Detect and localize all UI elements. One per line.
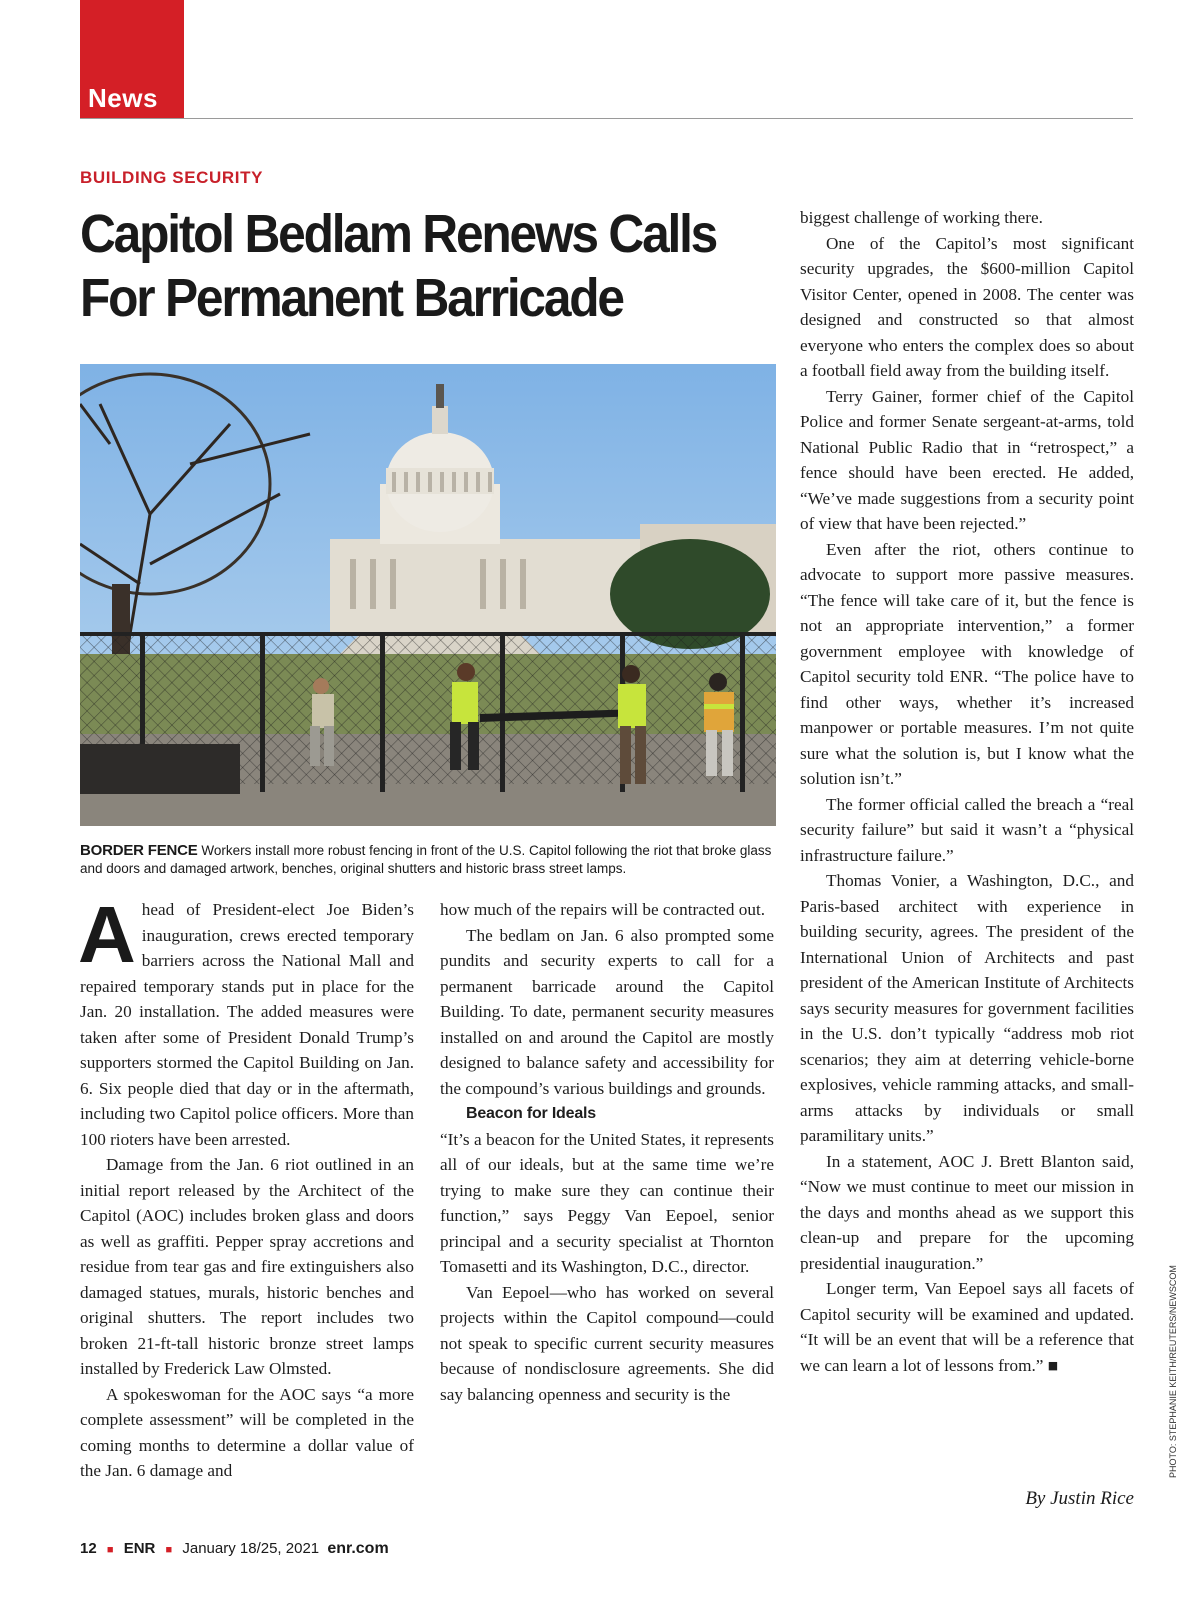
paragraph: Terry Gainer, former chief of the Capitol Police and former Senate sergeant-at-arms, told National Public Radio that in “retrospect,” a fence should have been erected. He added, “We’ve made suggestions from a security point of view that have been rejected.” [800,386,1134,533]
article-column-2 [440,897,774,1407]
caption-label: BORDER FENCE [80,842,198,859]
paragraph: The former official called the breach a “real security failure” but said it wasn’t a “physical infrastructure failure.” [800,794,1134,865]
paragraph-text: head of President-elect Joe Biden’s inauguration, crews erected temporary barriers across the National Mall and repaired temporary stands put in place for the Jan. 20 installation. The added measures were taken after some of President Donald Trump’s supporters stormed the Capitol Building on Jan. 6. Six people died that day or in the aftermath, including two Capitol police officers. More than 100 rioters have been arrested. [80,900,414,1149]
paragraph: The bedlam on Jan. 6 also prompted some pundits and security experts to call for a permanent barricade around the Capitol Building. To date, permanent security measures installed on and around the Capitol are mostly designed to balance safety and accessibility for the compound’s various buildings and grounds. [440,925,774,1098]
subhead: Beacon for Ideals [466,1105,596,1122]
paragraph: Van Eepoel—who has worked on several projects within the Capitol compound—could not speak to specific current security measures because of nondisclosure agreements. She did say balancing openness and security is the [440,1282,774,1404]
drop-cap: A [78,890,136,979]
caption-text: Workers install more robust fencing in front of the U.S. Capitol following the riot that broke glass and doors and damaged artwork, benches, original shutters and historic brass street lamps. [80,843,772,876]
header-rule [80,118,1133,119]
paragraph [78,890,414,1152]
paragraph: Even after the riot, others continue to advocate to support more passive measures. “The fence will take care of it, but the fence is not an appropriate intervention,” a former government employee with knowledge of Capitol security told ENR. “The police have to find other ways, whether it’s increased manpower or portable measures. I’m not quite sure what the solution is, but I know what the solution isn’t.” [800,539,1134,788]
website-link[interactable]: enr.com [327,1540,389,1557]
paragraph: A spokeswoman for the AOC says “a more complete assessment” will be completed in the coming months to determine a dollar value of the Jan. 6 damage and [80,1384,414,1480]
paragraph-text: Longer term, Van Eepoel says all facets of Capitol security will be examined and updated. “It will be an event that will be a reference that we can learn a lot of lessons from.” [800,1279,1134,1375]
paragraph: Damage from the Jan. 6 riot outlined in an initial report released by the Architect of the Capitol (AOC) includes broken glass and doors as well as graffiti. Pepper spray accretions and residue from tear gas and fire extinguishers also damaged statues, murals, historic benches and original shutters. The report includes two broken 21-ft-tall historic bronze street lamps installed by Frederick Law Olmsted. [80,1155,414,1378]
section-tab [80,0,184,118]
paragraph: In a statement, AOC J. Brett Blanton said, “Now we must continue to meet our mission in the days and months ahead as we support this clean-up and prepare for the upcoming presidential inauguration.” [800,1151,1134,1273]
article-column-3 [800,205,1134,1378]
capitol-fence-photo [80,364,776,826]
paragraph [800,1276,1134,1378]
headline [80,202,724,330]
issue-date: January 18/25, 2021 [182,1540,320,1557]
photo-credit: PHOTO: STEPHANIE KEITH/REUTERS/NEWSCOM [1168,1265,1178,1478]
headline-line-2: For Permanent Barricade [80,268,623,328]
kicker: BUILDING SECURITY [80,168,264,187]
byline: By Justin Rice [1025,1488,1134,1509]
footer-separator: ■ [106,1544,114,1556]
end-mark: ■ [1047,1358,1059,1372]
headline-line-1: Capitol Bedlam Renews Calls [80,204,717,264]
paragraph: Thomas Vonier, a Washington, D.C., and Paris-based architect with experience in building security, agrees. The president of the International Union of Architects and past president of the American Institute of Architects says security measures for government facilities in the U.S. don’t typically “address mob riot scenarios; they aim at deterring vehicle-borne explosives, vehicle ramming attacks, and small-arms attacks by individuals or small paramilitary units.” [800,871,1134,1145]
footer-separator: ■ [165,1544,173,1556]
magazine-name: ENR [123,1540,156,1557]
article-column-1 [78,890,414,1484]
section-tab-label: News [88,83,158,113]
paragraph: One of the Capitol’s most significant security upgrades, the $600-million Capitol Visitor Center, opened in 2008. The center was designed and constructed so that almost everyone who enters the complex does so about a football field away from the building itself. [800,233,1134,380]
page-number: 12 [80,1540,97,1557]
photo-caption [80,842,780,878]
paragraph: “It’s a beacon for the United States, it represents all of our ideals, but at the same time we’re trying to make sure they can continue their function,” says Peggy Van Eepoel, senior principal and a security specialist at Thornton Tomasetti and its Washington, D.C., director. [440,1129,774,1276]
paragraph: biggest challenge of working there. [800,208,1043,227]
paragraph: how much of the repairs will be contracted out. [440,900,766,919]
page-footer [80,1540,389,1558]
